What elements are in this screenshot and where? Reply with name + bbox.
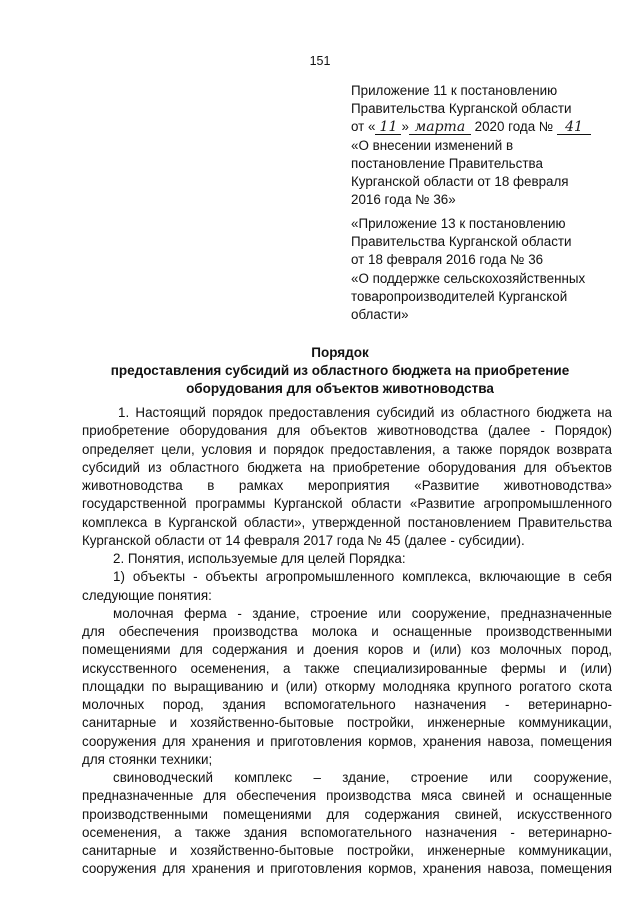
document-title (60, 344, 620, 398)
title-line: оборудования для объектов животноводства (186, 381, 494, 396)
attachment-line: Правительства Курганской области (351, 101, 572, 117)
body-line: санитарные и хозяйственно-бытовые постройки, инженерные коммуникации, (82, 843, 612, 858)
body-line: для стоянки техники; (82, 751, 213, 767)
body-line: животноводства в рамках мероприятия «Развитие животноводства» (82, 478, 612, 493)
date-year: 2020 года № (474, 119, 554, 135)
title-line: предоставления субсидий из областного бюджета на приобретение (110, 363, 570, 378)
body-line: 2. Понятия, используемые для целей Порядка: (113, 551, 406, 566)
body-line: производственными помещениями для содержания свиней, искусственного (82, 806, 612, 822)
attachment-line: от 18 февраля 2016 года № 36 (351, 252, 544, 268)
handwritten-day: 11 (375, 120, 401, 135)
body-line: приобретение оборудования для объектов животноводства (далее - Порядок) (82, 423, 612, 439)
attachment-line: постановление Правительства (351, 155, 543, 171)
attachment-line: «О поддержке сельскохозяйственных (351, 270, 586, 286)
body-line: сооружения для хранения и приготовления кормов, хранения навоза, помещения (82, 733, 612, 749)
attachment-line: 2016 года № 36» (351, 192, 456, 208)
handwritten-number: 41 (557, 120, 591, 135)
body-line: субсидий из областного бюджета на приобретение оборудования для объектов (82, 459, 612, 475)
document-body (82, 404, 612, 879)
body-line: предназначенные для обеспечения производства мяса свиней и оснащенные (82, 788, 612, 804)
page-number: 151 (309, 54, 331, 68)
handwritten-month: марта (409, 120, 471, 135)
body-line: площадки по выращиванию и (или) откорму молодняка крупного рогатого скота (82, 678, 612, 694)
date-mid: » (401, 119, 409, 135)
attachment-line: «О внесении изменений в (351, 137, 514, 153)
body-line: сооружения для хранения и приготовления кормов, хранения навоза, помещения (82, 861, 612, 877)
attachment-line: Правительства Курганской области (351, 234, 572, 250)
original-attachment (351, 215, 621, 324)
date-prefix: от « (351, 119, 376, 135)
body-line: следующие понятия: (82, 587, 212, 603)
attachment-line: области» (351, 307, 409, 323)
attachment-date-line (351, 118, 621, 136)
body-line: санитарные и хозяйственно-бытовые постройки, инженерные коммуникации, (82, 715, 612, 731)
body-line: искусственного осеменения, а также специализированные фермы и (или) (82, 660, 612, 676)
body-line: молочных пород, здания вспомогательного назначения - ветеринарно- (82, 697, 612, 712)
body-line: 1. Настоящий порядок предоставления субсидий из областного бюджета на (118, 405, 612, 420)
body-line: свиноводческий комплекс – здание, строение или сооружение, (113, 770, 612, 785)
title-line: Порядок (311, 345, 369, 360)
body-line: молочная ферма - здание, строение или сооружение, предназначенные (113, 605, 612, 621)
body-line: определяет цели, условия и порядок предоставления, а также порядок возврата (82, 441, 612, 457)
body-line: осеменения, а также здания вспомогательного назначения - ветеринарно- (82, 824, 612, 840)
attachment-line: «Приложение 13 к постановлению (351, 216, 566, 231)
attachment-line: Приложение 11 к постановлению (351, 83, 558, 98)
body-line: государственной программы Курганской области «Развитие агропромышленного (82, 496, 612, 512)
body-line: комплекса в Курганской области», утвержденной постановлением Правительства (82, 514, 612, 530)
body-line: 1) объекты - объекты агропромышленного комплекса, включающие в себя (113, 569, 612, 585)
attachment-line: Курганской области от 18 февраля (351, 174, 569, 190)
body-line: помещениями для содержания и доения коров и (или) коз молочных пород, (82, 642, 612, 658)
attachment-header (351, 82, 621, 209)
attachment-line: товаропроизводителей Курганской (351, 288, 568, 304)
body-line: Курганской области от 14 февраля 2017 года № 45 (далее - субсидии). (82, 532, 525, 548)
body-line: для обеспечения производства молока и оснащенные производственными (82, 624, 612, 639)
